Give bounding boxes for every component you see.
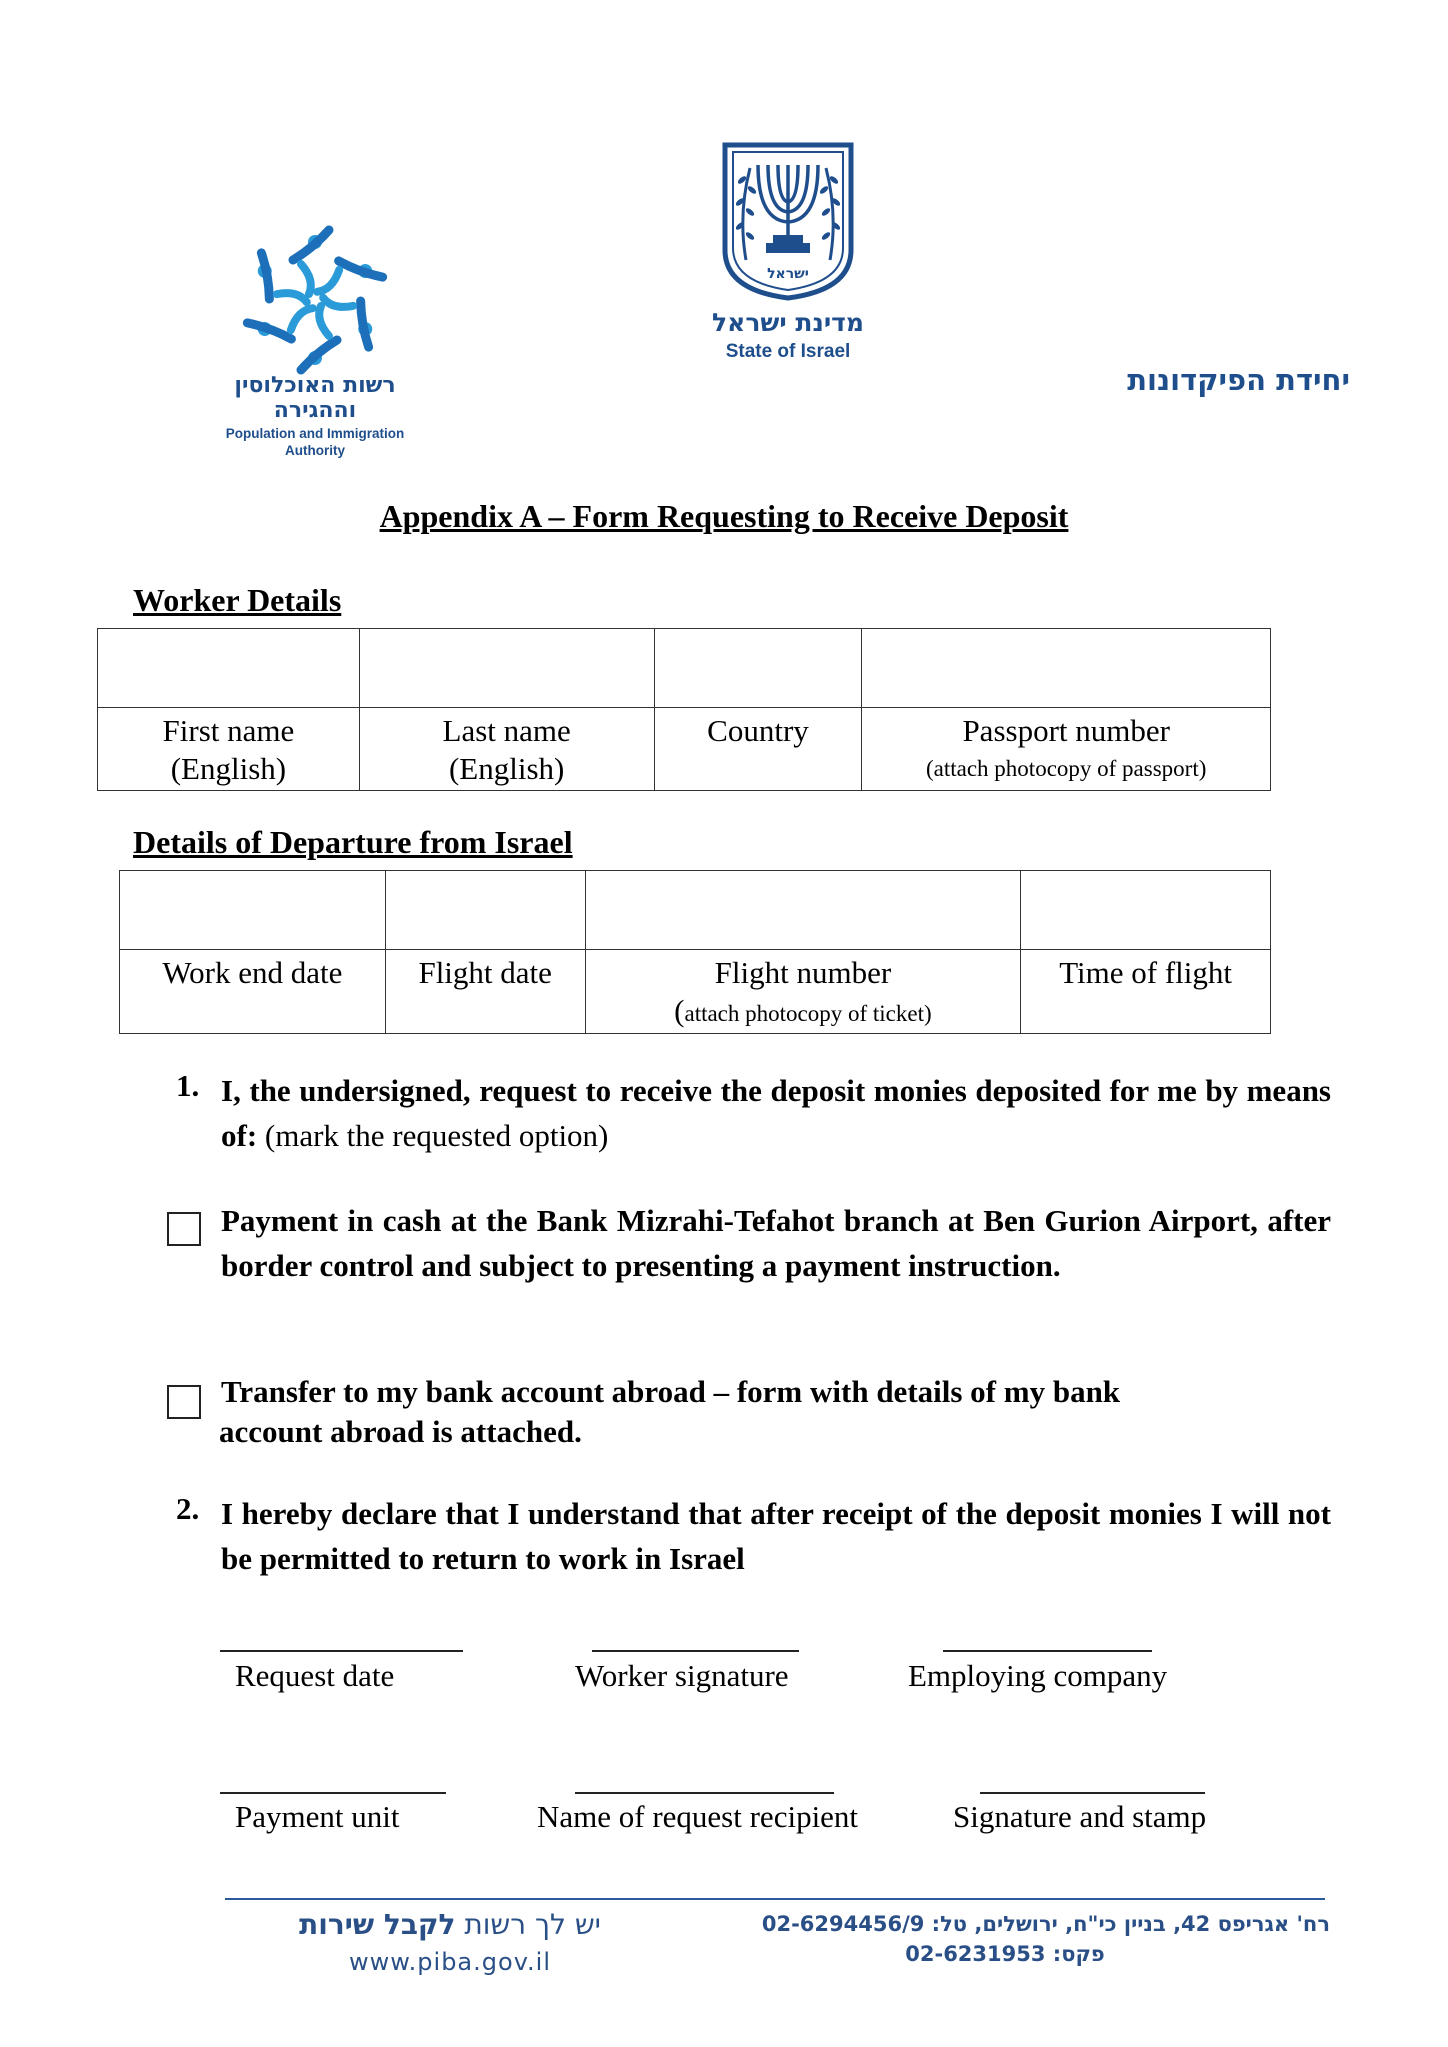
transfer-option-text: Transfer to my bank account abroad – form with details of my bank account abroad is attached. bbox=[219, 1374, 1121, 1449]
cash-option-checkbox[interactable] bbox=[167, 1212, 201, 1246]
country-field[interactable] bbox=[654, 629, 862, 708]
flight-date-label: Flight date bbox=[385, 950, 585, 1034]
payment-unit-line[interactable] bbox=[220, 1792, 446, 1794]
deposits-unit-title: יחידת הפיקדונות bbox=[1127, 363, 1350, 397]
signature-and-stamp-line[interactable] bbox=[980, 1792, 1205, 1794]
population-authority-english-name-2: Authority bbox=[285, 443, 345, 458]
state-of-israel-logo bbox=[688, 140, 888, 365]
passport-number-label: Passport number (attach photocopy of passport) bbox=[862, 708, 1271, 791]
passport-number-field[interactable] bbox=[862, 629, 1271, 708]
page-title: Appendix A – Form Requesting to Receive Deposit bbox=[379, 498, 1069, 534]
footer-slogan: יש לך רשות לקבל שירות bbox=[299, 1908, 601, 1941]
population-authority-star-icon bbox=[205, 225, 425, 375]
footer-website-link[interactable]: www.piba.gov.il bbox=[348, 1948, 551, 1976]
flight-number-field[interactable] bbox=[585, 871, 1021, 950]
worker-signature-line[interactable] bbox=[592, 1650, 799, 1652]
payment-unit-label: Payment unit bbox=[235, 1799, 400, 1834]
emblem-inner-text: ישראל bbox=[767, 266, 809, 282]
employing-company-line[interactable] bbox=[943, 1650, 1152, 1652]
worker-signature-label: Worker signature bbox=[575, 1658, 789, 1693]
country-label: Country bbox=[654, 708, 862, 791]
ticket-note: attach photocopy of ticket) bbox=[684, 1001, 932, 1026]
population-authority-hebrew-name-2: וההגירה bbox=[273, 398, 357, 423]
passport-note: (attach photocopy of passport) bbox=[925, 756, 1207, 781]
footer-divider bbox=[225, 1898, 1325, 1900]
employing-company-label: Employing company bbox=[908, 1658, 1168, 1693]
state-of-israel-hebrew: מדינת ישראל bbox=[712, 308, 864, 337]
time-of-flight-label: Time of flight bbox=[1021, 950, 1271, 1034]
request-date-line[interactable] bbox=[220, 1650, 463, 1652]
population-authority-english-name: Population and Immigration bbox=[225, 426, 405, 441]
work-end-date-label: Work end date bbox=[120, 950, 386, 1034]
departure-details-heading: Details of Departure from Israel bbox=[133, 824, 573, 860]
signature-and-stamp-label: Signature and stamp bbox=[953, 1799, 1207, 1834]
flight-date-field[interactable] bbox=[385, 871, 585, 950]
flight-number-label: Flight number (attach photocopy of ticket) bbox=[585, 950, 1021, 1034]
transfer-option-checkbox[interactable] bbox=[167, 1385, 201, 1419]
footer-fax: פקס: 02-6231953 bbox=[905, 1942, 1105, 1966]
item-2-number: 2. bbox=[176, 1491, 200, 1526]
request-recipient-line[interactable] bbox=[575, 1792, 834, 1794]
last-name-field[interactable] bbox=[359, 629, 654, 708]
cash-option-text: Payment in cash at the Bank Mizrahi-Tefahot branch at Ben Gurion Airport, after border control and subject to presenting a payment instruction. bbox=[221, 1203, 1331, 1283]
first-name-label: First name (English) bbox=[98, 708, 360, 791]
work-end-date-field[interactable] bbox=[120, 871, 386, 950]
state-of-israel-english: State of Israel bbox=[725, 341, 851, 362]
population-authority-logo bbox=[205, 225, 425, 465]
first-name-field[interactable] bbox=[98, 629, 360, 708]
departure-details-table bbox=[119, 870, 1271, 1034]
item-1-number: 1. bbox=[176, 1068, 200, 1103]
time-of-flight-field[interactable] bbox=[1021, 871, 1271, 950]
footer-address: רח' אגריפס 42, בניין כי"ח, ירושלים, טל: 02-6294456/9 bbox=[761, 1912, 1330, 1936]
request-recipient-label: Name of request recipient bbox=[537, 1799, 859, 1834]
item-2-text: I hereby declare that I understand that after receipt of the deposit monies I will not be permitted to return to work in Israel bbox=[221, 1496, 1331, 1576]
item-1-text: I, the undersigned, request to receive the deposit monies deposited for me by means of: (mark the requested option) bbox=[221, 1073, 1331, 1153]
worker-details-heading: Worker Details bbox=[133, 582, 342, 618]
population-authority-hebrew-name: רשות האוכלוסין bbox=[234, 373, 396, 398]
last-name-label: Last name (English) bbox=[359, 708, 654, 791]
request-date-label: Request date bbox=[235, 1658, 395, 1693]
worker-details-table bbox=[97, 628, 1271, 791]
